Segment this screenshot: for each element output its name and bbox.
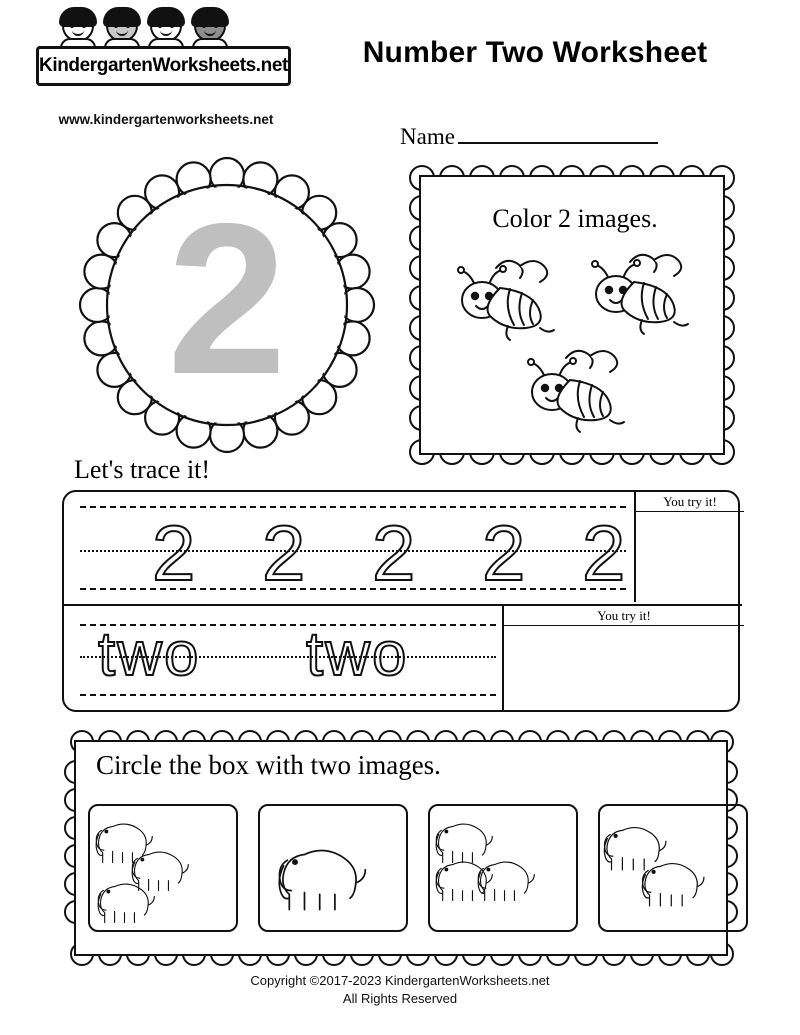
trace-guide-top (80, 506, 626, 508)
logo-banner (36, 46, 291, 86)
trace-row-words (64, 604, 742, 712)
page-header (0, 0, 800, 149)
circle-activity-instruction: Circle the box with two images. (96, 750, 441, 780)
bee-icon (448, 256, 568, 346)
bee-icon (518, 346, 638, 441)
big-numeral: 2 (167, 177, 287, 419)
trace-guide-bottom (80, 694, 496, 696)
trace-numeral[interactable]: 2 (262, 509, 306, 597)
trace-numeral[interactable]: 2 (152, 509, 196, 597)
you-try-label: You try it! (636, 494, 744, 512)
elephant-group-icon (600, 806, 746, 930)
trace-numeral[interactable]: 2 (372, 509, 416, 597)
circle-activity-panel (62, 728, 740, 968)
name-field-row (400, 124, 760, 150)
name-input-line[interactable] (458, 126, 658, 144)
choice-box[interactable] (428, 804, 578, 932)
choice-box[interactable] (258, 804, 408, 932)
trace-row-numerals (64, 492, 742, 604)
bee-icon (582, 250, 702, 340)
trace-numeral[interactable]: 2 (582, 509, 626, 597)
trace-word[interactable]: two (306, 620, 409, 689)
logo-text: KindergartenWorksheets.net (39, 55, 288, 76)
copyright-text: Copyright ©2017-2023 KindergartenWorksheets.net (250, 973, 550, 988)
trace-instruction: Let's trace it! (74, 455, 211, 484)
site-url: www.kindergartenworksheets.net (58, 112, 274, 127)
elephant-group-icon (430, 806, 576, 930)
trace-panel (62, 490, 740, 712)
elephant-group-icon (260, 806, 406, 930)
trace-numeral[interactable]: 2 (482, 509, 526, 597)
you-try-label: You try it! (504, 608, 744, 626)
choice-box[interactable] (598, 804, 748, 932)
name-label: Name (400, 124, 455, 149)
elephant-group-icon (90, 806, 236, 930)
you-try-cell[interactable] (634, 492, 742, 602)
color-activity-panel (400, 160, 750, 470)
trace-word[interactable]: two (98, 620, 201, 689)
page-title: Number Two Worksheet (362, 36, 708, 69)
site-logo[interactable] (36, 8, 296, 108)
page-footer (0, 972, 800, 1007)
you-try-cell[interactable] (502, 606, 742, 712)
number-display-medallion (72, 150, 382, 460)
rights-text: All Rights Reserved (342, 990, 458, 1006)
choice-box[interactable] (88, 804, 238, 932)
color-activity-instruction: Color 2 images. (492, 204, 658, 233)
